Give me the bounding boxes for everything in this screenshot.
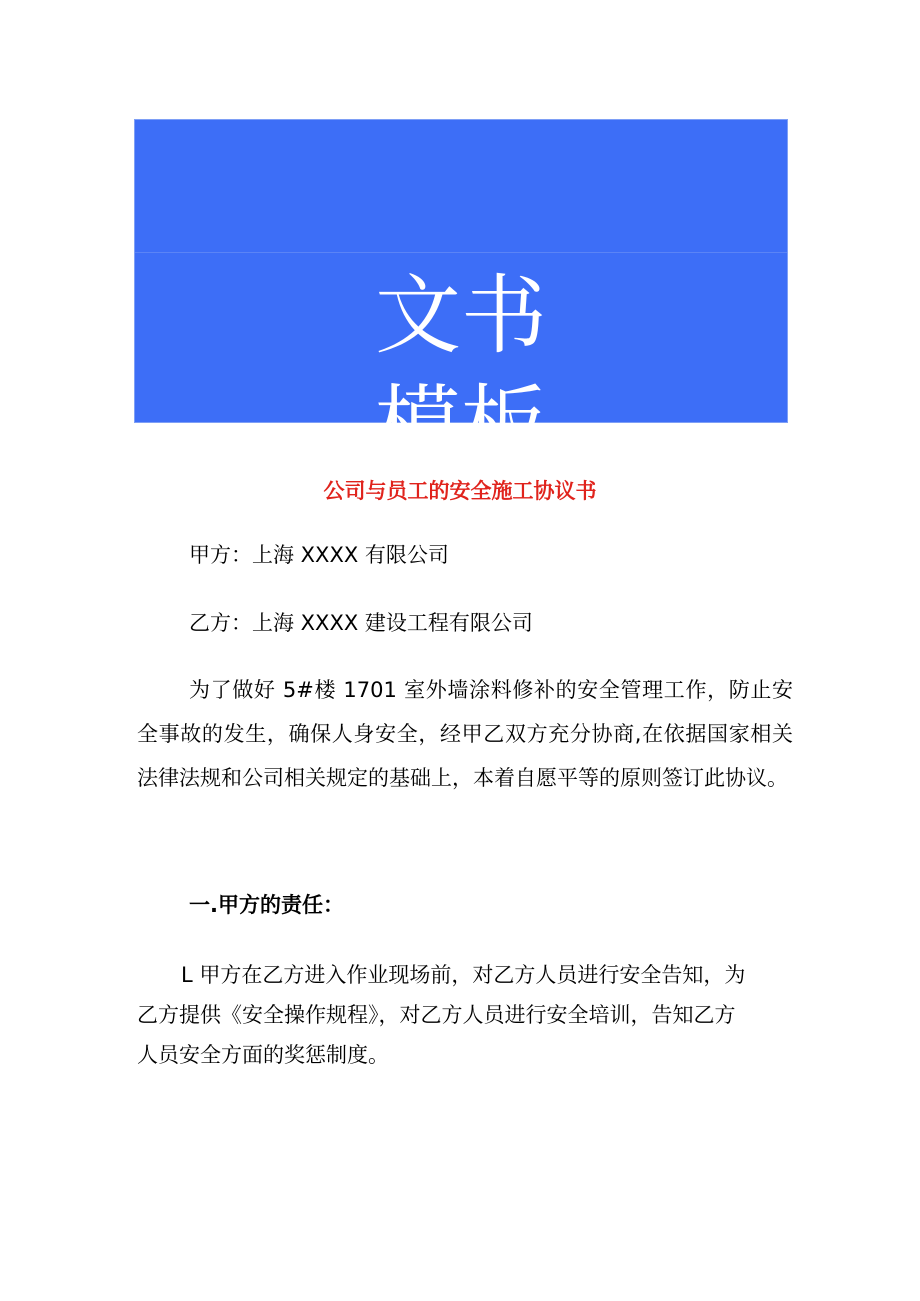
party-b: 乙方：上海 XXXX 建设工程有限公司 — [189, 611, 533, 635]
cover-divider — [135, 252, 787, 253]
party-a: 甲方：上海 XXXX 有限公司 — [189, 543, 449, 567]
responsibility-item-1: L 甲方在乙方进入作业现场前，对乙方人员进行安全告知，为乙方提供《安全操作规程》，对乙方人员进行安全培训，告知乙方人员安全方面的奖惩制度。 — [137, 963, 746, 1067]
cover-title-line-2: 模板 — [375, 376, 547, 476]
cover-title-line-1: 文书 — [375, 266, 547, 366]
cover-banner — [134, 119, 788, 476]
document-title: 公司与员工的安全施工协议书 — [323, 479, 597, 503]
section-heading-party-a-responsibility: 一.甲方的责任： — [189, 893, 344, 917]
intro-paragraph: 为了做好 5#楼 1701 室外墙涂料修补的安全管理工作，防止安全事故的发生，确保人身安全，经甲乙双方充分协商,在依据国家相关法律法规和公司相关规定的基础上，本着自愿平等的原则签订此协议。 — [137, 678, 793, 790]
